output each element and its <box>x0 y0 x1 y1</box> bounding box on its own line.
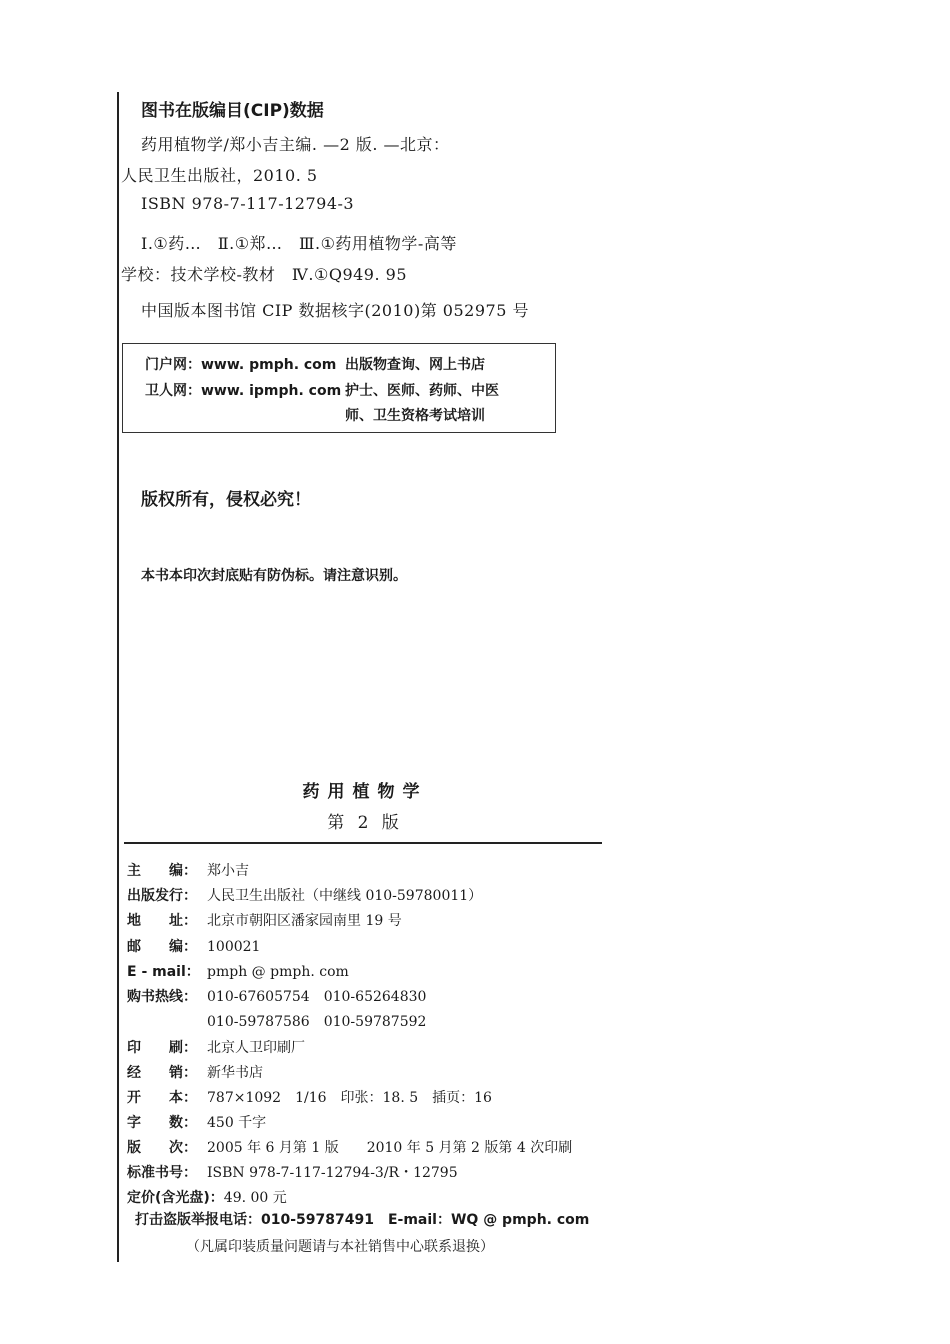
info-row-edition <box>127 1137 572 1157</box>
info-row-format <box>127 1087 492 1107</box>
info-value: 新华书店 <box>207 1065 263 1081</box>
website-box <box>122 343 556 433</box>
web-row-2 <box>145 380 499 400</box>
info-label: 邮 编： <box>127 939 197 955</box>
info-row-postcode <box>127 936 260 956</box>
web-row-1 <box>145 354 485 374</box>
info-label: 版 次： <box>127 1140 197 1156</box>
info-value: 100021 <box>207 939 261 955</box>
info-row-wordcount <box>127 1112 266 1132</box>
book-title: 药用植物学 <box>302 782 428 802</box>
cip-line-5: 学校：技术学校-教材 Ⅳ.①Q949. 95 <box>121 265 408 284</box>
anti-counterfeit-notice: 本书本印次封底贴有防伪标。请注意识别。 <box>141 568 407 584</box>
web-row-3: 师、卫生资格考试培训 <box>345 408 485 424</box>
info-row-distributor <box>127 1062 263 1082</box>
info-label: 定价(含光盘)： <box>127 1190 224 1206</box>
book-edition: 第 2 版 <box>327 813 403 833</box>
cip-line-6: 中国版本图书馆 CIP 数据核字(2010)第 052975 号 <box>141 301 529 320</box>
ipmph-link[interactable]: 卫人网：www. ipmph. com <box>145 383 342 399</box>
info-row-hotline-2 <box>127 1011 426 1031</box>
info-value: 北京人卫印刷厂 <box>207 1040 305 1056</box>
divider <box>124 842 602 844</box>
cip-line-4: Ⅰ.①药… Ⅱ.①郑… Ⅲ.①药用植物学-高等 <box>141 234 457 253</box>
info-value: 2005 年 6 月第 1 版 2010 年 5 月第 2 版第 4 次印刷 <box>207 1140 573 1156</box>
info-value: 450 千字 <box>207 1115 267 1131</box>
info-label: E - mail： <box>127 964 200 980</box>
info-label: 标准书号： <box>127 1165 197 1181</box>
info-value[interactable]: pmph @ pmph. com <box>207 964 349 980</box>
info-value: 郑小吉 <box>207 863 249 879</box>
info-row-publisher <box>127 885 482 905</box>
info-value: 北京市朝阳区潘家园南里 19 号 <box>207 913 402 929</box>
info-row-address <box>127 910 402 930</box>
refund-note: （凡属印装质量问题请与本社销售中心联系退换） <box>186 1239 494 1255</box>
margin-rule <box>117 92 119 1262</box>
info-value: 人民卫生出版社（中继线 010-59780011） <box>207 888 483 904</box>
info-label: 出版发行： <box>127 888 197 904</box>
info-row-price <box>127 1187 287 1207</box>
portal-link[interactable]: 门户网：www. pmph. com <box>145 357 337 373</box>
info-row-editor <box>127 860 249 880</box>
portal-desc: 出版物查询、网上书店 <box>345 357 485 373</box>
info-row-email <box>127 961 349 981</box>
info-row-hotline <box>127 986 426 1006</box>
info-value: ISBN 978-7-117-12794-3/R・12795 <box>207 1165 458 1181</box>
info-label: 经 销： <box>127 1065 197 1081</box>
info-value: 010-59787586 010-59787592 <box>207 1014 427 1030</box>
info-label: 地 址： <box>127 913 197 929</box>
info-value: 49. 00 元 <box>223 1190 287 1206</box>
info-value: 010-67605754 010-65264830 <box>207 989 427 1005</box>
copyright-notice: 版权所有，侵权必究！ <box>141 490 311 510</box>
info-value: 787×1092 1/16 印张：18. 5 插页：16 <box>207 1090 492 1106</box>
cip-title: 图书在版编目(CIP)数据 <box>141 101 324 121</box>
ipmph-desc: 护士、医师、药师、中医 <box>345 383 499 399</box>
info-row-printer <box>127 1037 305 1057</box>
cip-line-3: ISBN 978-7-117-12794-3 <box>141 194 355 213</box>
info-label: 主 编： <box>127 863 197 879</box>
info-label: 开 本： <box>127 1090 197 1106</box>
piracy-report-line: 打击盗版举报电话：010-59787491 E-mail：WQ @ pmph. com <box>135 1212 590 1228</box>
info-label: 购书热线： <box>127 989 197 1005</box>
info-label: 字 数： <box>127 1115 197 1131</box>
info-label: 印 刷： <box>127 1040 197 1056</box>
cip-line-2: 人民卫生出版社，2010. 5 <box>121 166 318 185</box>
cip-line-1: 药用植物学/郑小吉主编. —2 版. —北京： <box>141 135 450 154</box>
info-row-isbn <box>127 1162 458 1182</box>
